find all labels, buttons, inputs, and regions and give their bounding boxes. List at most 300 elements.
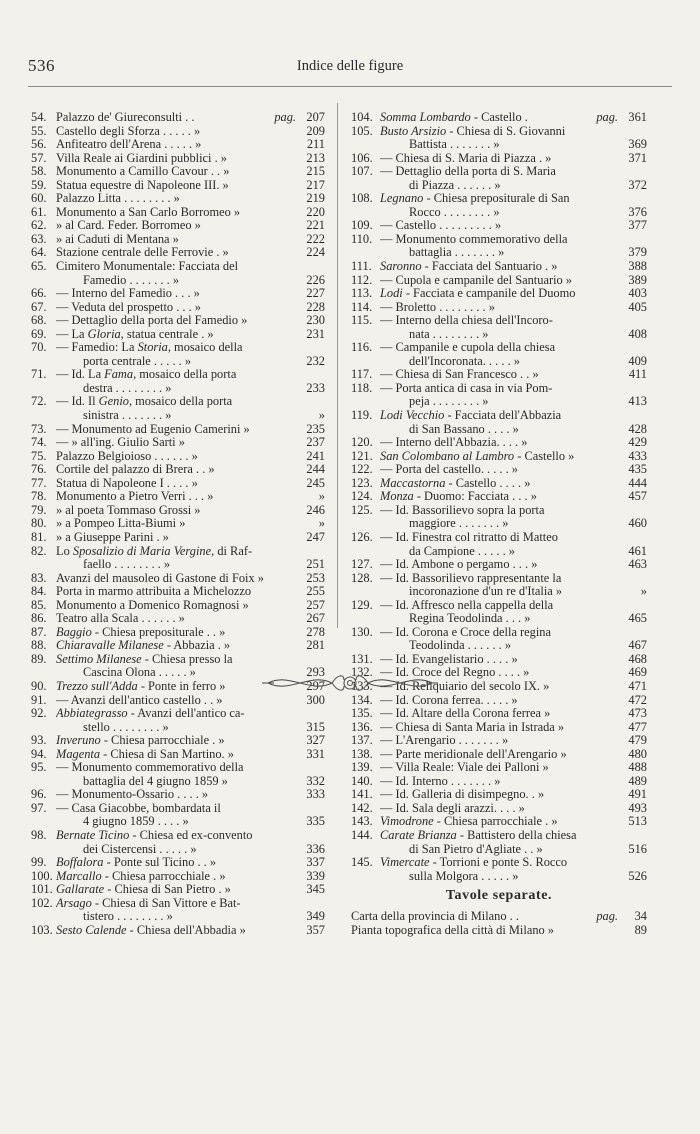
- index-entry: [31, 856, 325, 870]
- entry-page: 233: [306, 380, 325, 395]
- entry-number: 72.: [31, 394, 47, 409]
- entry-title: — Chiesa di S. Maria di Piazza . »: [380, 151, 552, 165]
- index-entry: [31, 517, 325, 531]
- index-entry: [31, 490, 325, 504]
- entry-number: 77.: [31, 475, 47, 490]
- index-entry: [31, 477, 325, 491]
- entry-page: »: [318, 489, 325, 504]
- entry-number: 120.: [351, 435, 373, 450]
- entry-title: — Monumento commemorativo della: [380, 232, 568, 246]
- entry-page: 471: [628, 678, 647, 693]
- entry-number: 140.: [351, 773, 373, 788]
- entry-number: 75.: [31, 448, 47, 463]
- entry-page: 413: [628, 394, 647, 409]
- entry-page: 281: [306, 638, 325, 653]
- entry-page: 493: [628, 800, 647, 815]
- entry-number: 121.: [351, 448, 373, 463]
- entry-number: 94.: [31, 746, 47, 761]
- entry-number: 119.: [351, 408, 373, 423]
- entry-page: 293: [306, 665, 325, 680]
- entry-page: 315: [306, 719, 325, 734]
- entry-title: nata . . . . . . . . »: [409, 327, 489, 341]
- index-entry: [31, 748, 325, 762]
- entry-title: Legnano - Chiesa prepositurale di San: [380, 192, 570, 206]
- entry-title: Statua equestre di Napoleone III. »: [56, 178, 229, 192]
- entry-title: — Villa Reale: Viale dei Palloni »: [380, 761, 549, 775]
- entry-title: — Id. Corona e Croce della regina: [380, 625, 551, 639]
- index-entry: [31, 328, 325, 342]
- entry-title: — Campanile e cupola della chiesa: [380, 341, 556, 355]
- entry-number: 135.: [351, 706, 373, 721]
- entry-page: 405: [628, 299, 647, 314]
- entry-title: porta centrale . . . . . »: [83, 354, 192, 368]
- entry-title: Teatro alla Scala . . . . . . »: [56, 612, 185, 626]
- entry-page: 411: [628, 367, 647, 382]
- index-entry: [351, 450, 647, 464]
- entry-number: 59.: [31, 177, 47, 192]
- entry-page: 379: [628, 245, 647, 260]
- entry-title: incoronazione d'un re d'Italia »: [409, 585, 563, 599]
- entry-number: 97.: [31, 800, 47, 815]
- entry-number: 70.: [31, 340, 47, 355]
- index-entry: [351, 504, 647, 531]
- entry-title: San Colombano al Lambro - Castello »: [380, 449, 575, 463]
- entry-page: 513: [628, 814, 647, 829]
- index-entry: [351, 382, 647, 409]
- entry-number: 60.: [31, 191, 47, 206]
- entry-number: 124.: [351, 489, 373, 504]
- entry-number: 64.: [31, 245, 47, 260]
- entry-title: — Chiesa di Santa Maria in Istrada »: [380, 720, 565, 734]
- entry-number: 95.: [31, 760, 47, 775]
- entry-number: 90.: [31, 678, 47, 693]
- entry-title: » a Giuseppe Parini . »: [56, 530, 169, 544]
- entry-title: Marcallo - Chiesa parrocchiale . »: [56, 869, 226, 883]
- entry-number: 127.: [351, 557, 373, 572]
- index-entry: [31, 341, 325, 368]
- page-number: 536: [28, 56, 55, 75]
- entry-page: 472: [628, 692, 647, 707]
- index-entry: [351, 490, 647, 504]
- entry-page: 257: [306, 597, 325, 612]
- entry-title: — Id. Bassorilievo rappresentante la: [380, 571, 562, 585]
- entry-number: 138.: [351, 746, 373, 761]
- entry-number: 123.: [351, 475, 373, 490]
- index-entry: [31, 165, 325, 179]
- index-entry: [31, 111, 325, 125]
- index-entry: [351, 775, 647, 789]
- entry-title: — Id. Reliquiario del secolo IX. »: [380, 679, 550, 693]
- entry-number: 128.: [351, 570, 373, 585]
- index-entry: [351, 802, 647, 816]
- index-entry: [351, 761, 647, 775]
- entry-title: — Id. Evangelistario . . . . »: [380, 652, 518, 666]
- ornament-flourish: [260, 665, 440, 698]
- entry-title: maggiore . . . . . . . »: [409, 517, 509, 531]
- entry-number: 100.: [31, 868, 53, 883]
- index-entry: [31, 639, 325, 653]
- entry-number: 133.: [351, 678, 373, 693]
- entry-page: 232: [306, 353, 325, 368]
- entry-title: Monza - Duomo: Facciata . . . »: [380, 490, 537, 504]
- entry-page: 489: [628, 773, 647, 788]
- entry-page: 408: [628, 326, 647, 341]
- entry-number: 84.: [31, 584, 47, 599]
- entry-title: sinistra . . . . . . . »: [83, 409, 172, 423]
- entry-page: 361: [628, 110, 647, 124]
- entry-title: Villa Reale ai Giardini pubblici . »: [56, 151, 227, 165]
- index-entry: [31, 368, 325, 395]
- entry-page: 244: [306, 462, 325, 477]
- entry-title: 4 giugno 1859 . . . . »: [83, 815, 189, 829]
- entry-page: 409: [628, 353, 647, 368]
- entry-page: »: [318, 516, 325, 531]
- entry-title: — Porta antica di casa in via Pom-: [380, 381, 553, 395]
- index-entry: [351, 599, 647, 626]
- entry-title: Lo Sposalizio di Maria Vergine, di Raf-: [56, 544, 253, 558]
- entry-page: 333: [306, 787, 325, 802]
- index-entry: [31, 572, 325, 586]
- entry-page: 376: [628, 204, 647, 219]
- entry-number: 139.: [351, 760, 373, 775]
- entry-number: 142.: [351, 800, 373, 815]
- entry-number: 92.: [31, 706, 47, 721]
- index-entry: [31, 287, 325, 301]
- index-entry: [31, 761, 325, 788]
- entry-title: — Veduta del prospetto . . . »: [56, 300, 201, 314]
- entry-page: 235: [306, 421, 325, 436]
- entry-title: — Interno della chiesa dell'Incoro-: [380, 314, 553, 328]
- entry-number: 55.: [31, 123, 47, 138]
- entry-number: 134.: [351, 692, 373, 707]
- entry-number: 102.: [31, 895, 53, 910]
- index-entry: [351, 734, 647, 748]
- index-column-right: [351, 111, 647, 938]
- entry-page: 433: [628, 448, 647, 463]
- index-entry: [351, 477, 647, 491]
- index-entry: [351, 409, 647, 436]
- index-entry: [351, 233, 647, 260]
- entry-number: 88.: [31, 638, 47, 653]
- entry-number: 93.: [31, 733, 47, 748]
- entry-title: Vimodrone - Chiesa parrocchiale . »: [380, 815, 558, 829]
- entry-title: — Parte meridionale dell'Arengario »: [380, 747, 567, 761]
- entry-page: 473: [628, 706, 647, 721]
- entry-title: Statua di Napoleone I . . . . »: [56, 476, 198, 490]
- entry-title: » al Card. Feder. Borromeo »: [56, 219, 201, 233]
- index-entry: [31, 246, 325, 260]
- entry-title: Maccastorna - Castello . . . . »: [380, 476, 531, 490]
- entry-page: 331: [306, 746, 325, 761]
- entry-number: 129.: [351, 597, 373, 612]
- entry-page: 209: [306, 123, 325, 138]
- entry-title: — Monumento ad Eugenio Camerini »: [56, 422, 250, 436]
- entry-title: destra . . . . . . . . »: [83, 381, 172, 395]
- entry-title: Chiaravalle Milanese - Abbazia . »: [56, 639, 231, 653]
- entry-page: 227: [306, 286, 325, 301]
- entry-title: Palazzo Belgioioso . . . . . . »: [56, 449, 198, 463]
- entry-page: 372: [628, 177, 647, 192]
- index-entry: [31, 152, 325, 166]
- entry-page: 267: [306, 611, 325, 626]
- index-entry: [31, 545, 325, 572]
- entry-title: Battista . . . . . . . »: [409, 138, 500, 152]
- entry-title: stello . . . . . . . . »: [83, 720, 169, 734]
- entry-title: tistero . . . . . . . . »: [83, 910, 173, 924]
- index-entry: [351, 152, 647, 166]
- entry-page: 337: [306, 855, 325, 870]
- index-entry: [351, 314, 647, 341]
- entry-page: 253: [306, 570, 325, 585]
- entry-number: 144.: [351, 827, 373, 842]
- entry-title: Palazzo Litta . . . . . . . . »: [56, 192, 180, 206]
- entry-page: 217: [306, 177, 325, 192]
- index-entry: [351, 165, 647, 192]
- entry-number: 66.: [31, 286, 47, 301]
- index-entry: [351, 815, 647, 829]
- entry-number: 96.: [31, 787, 47, 802]
- entry-page: 300: [306, 692, 325, 707]
- entry-title: da Campione . . . . . »: [409, 544, 515, 558]
- entry-title: Palazzo de' Giureconsulti . .: [56, 111, 195, 124]
- index-entry: [31, 219, 325, 233]
- entry-number: 118.: [351, 380, 373, 395]
- index-entry: [31, 179, 325, 193]
- index-entry: [351, 125, 647, 152]
- index-entry: [351, 653, 647, 667]
- entry-number: 101.: [31, 882, 53, 897]
- page-abbrev: pag.: [596, 909, 618, 924]
- entry-page: 428: [628, 421, 647, 436]
- index-entry: [31, 626, 325, 640]
- index-entry: [351, 436, 647, 450]
- entry-title: Rocco . . . . . . . . »: [409, 205, 500, 219]
- entry-page: 335: [306, 814, 325, 829]
- entry-title: di Piazza . . . . . . »: [409, 178, 501, 192]
- entry-title: battaglia del 4 giugno 1859 »: [83, 774, 228, 788]
- entry-title: Sesto Calende - Chiesa dell'Abbadia »: [56, 923, 246, 937]
- entry-title: Saronno - Facciata del Santuario . »: [380, 260, 558, 274]
- entry-title: — Cupola e campanile del Santuario »: [380, 273, 573, 287]
- index-entry: [351, 829, 647, 856]
- entry-page: 336: [306, 841, 325, 856]
- entry-page: 247: [306, 529, 325, 544]
- entry-title: Arsago - Chiesa di San Vittore e Bat-: [56, 896, 241, 910]
- entry-page: 526: [628, 868, 647, 883]
- entry-title: Cortile del palazzo di Brera . . »: [56, 463, 215, 477]
- entry-page: 219: [306, 191, 325, 206]
- plate-entry: [351, 924, 647, 938]
- index-entry: [351, 368, 647, 382]
- entry-number: 80.: [31, 516, 47, 531]
- entry-page: 327: [306, 733, 325, 748]
- index-entry: [351, 219, 647, 233]
- index-entry: [31, 802, 325, 829]
- index-entry: [31, 612, 325, 626]
- entry-number: 99.: [31, 855, 47, 870]
- entry-page: 213: [306, 150, 325, 165]
- entry-title: dell'Incoronata. . . . . »: [409, 354, 520, 368]
- entry-title: — Interno del Famedio . . . »: [56, 287, 200, 301]
- entry-number: 58.: [31, 164, 47, 179]
- entry-page: 516: [628, 841, 647, 856]
- index-entry: [31, 870, 325, 884]
- entry-title: peja . . . . . . . . »: [409, 395, 489, 409]
- index-entry: [31, 314, 325, 328]
- entry-title: — Chiesa di San Francesco . . »: [380, 368, 539, 382]
- entry-number: 76.: [31, 462, 47, 477]
- entry-page: 224: [306, 245, 325, 260]
- entry-page: 435: [628, 462, 647, 477]
- entry-title: Boffalora - Ponte sul Ticino . . »: [56, 856, 217, 870]
- entry-page: 237: [306, 435, 325, 450]
- entry-title: — Id. Ambone o pergamo . . . »: [380, 558, 538, 572]
- entry-number: 78.: [31, 489, 47, 504]
- entry-number: 83.: [31, 570, 47, 585]
- entry-title: — Dettaglio della porta del Famedio »: [56, 314, 248, 328]
- entry-page: 369: [628, 137, 647, 152]
- page-header: [28, 56, 672, 82]
- entry-page: 297: [306, 678, 325, 693]
- entry-number: 67.: [31, 299, 47, 314]
- entry-number: 61.: [31, 204, 47, 219]
- plates-section-title: Tavole separate.: [445, 888, 553, 904]
- entry-title: Monumento a Domenico Romagnosi »: [56, 598, 249, 612]
- entry-number: 125.: [351, 502, 373, 517]
- entry-title: — L'Arengario . . . . . . . »: [380, 734, 509, 748]
- entry-number: 122.: [351, 462, 373, 477]
- entry-title: — Id. Il Genio, mosaico della porta: [56, 395, 233, 409]
- entry-page: 345: [306, 882, 325, 897]
- index-entry: [31, 463, 325, 477]
- entry-page: 480: [628, 746, 647, 761]
- index-entry: [351, 707, 647, 721]
- index-entry: [351, 531, 647, 558]
- index-entry: [351, 572, 647, 599]
- index-entry: [31, 450, 325, 464]
- index-entry: [31, 301, 325, 315]
- entry-number: 105.: [351, 123, 373, 138]
- index-entry: [31, 260, 325, 287]
- entry-title: — Castello . . . . . . . . . »: [380, 219, 502, 233]
- entry-number: 68.: [31, 313, 47, 328]
- entry-number: 91.: [31, 692, 47, 707]
- entry-number: 136.: [351, 719, 373, 734]
- index-entry: [31, 395, 325, 422]
- index-entry: [351, 341, 647, 368]
- index-entry: [31, 233, 325, 247]
- page-abbrev: pag.: [596, 110, 618, 124]
- entry-page: 429: [628, 435, 647, 450]
- entry-title: — Famedio: La Storia, mosaico della: [56, 341, 243, 355]
- entry-page: 222: [306, 231, 325, 246]
- entry-number: 54.: [31, 110, 47, 124]
- entry-page: 467: [628, 638, 647, 653]
- entry-title: — Id. Interno . . . . . . . »: [380, 774, 501, 788]
- running-title: Indice delle figure: [296, 58, 404, 74]
- entry-number: 85.: [31, 597, 47, 612]
- entry-title: » ai Caduti di Mentana »: [56, 232, 179, 246]
- entry-title: Abbiategrasso - Avanzi dell'antico ca-: [56, 707, 245, 721]
- entry-number: 56.: [31, 137, 47, 152]
- entry-number: 115.: [351, 313, 373, 328]
- entry-page: 211: [306, 137, 325, 152]
- entry-number: 81.: [31, 529, 47, 544]
- entry-title: Vimercate - Torrioni e ponte S. Rocco: [380, 856, 568, 870]
- entry-number: 126.: [351, 529, 373, 544]
- plate-entry: [351, 910, 647, 924]
- entry-page: 460: [628, 516, 647, 531]
- entry-number: 131.: [351, 651, 373, 666]
- plate-page: 89: [634, 923, 647, 938]
- entry-page: 332: [306, 773, 325, 788]
- entry-page: 231: [306, 326, 325, 341]
- index-entry: [31, 531, 325, 545]
- entry-page: 465: [628, 611, 647, 626]
- entry-title: — Id. Galleria di disimpegno. . »: [380, 788, 545, 802]
- index-entry: [351, 192, 647, 219]
- entry-number: 57.: [31, 150, 47, 165]
- entry-title: Cimitero Monumentale: Facciata del: [56, 260, 239, 274]
- index-column-left: [31, 111, 325, 937]
- entry-title: — La Gloria, statua centrale . »: [56, 327, 214, 341]
- index-entry: [31, 599, 325, 613]
- index-entry: [31, 897, 325, 924]
- index-entry: [351, 301, 647, 315]
- entry-page: 230: [306, 313, 325, 328]
- entry-page: 491: [628, 787, 647, 802]
- index-entry: [351, 287, 647, 301]
- entry-title: Famedio . . . . . . . »: [83, 273, 180, 287]
- index-entry: [31, 125, 325, 139]
- entry-page: 251: [306, 557, 325, 572]
- index-entry: [351, 788, 647, 802]
- entry-number: 74.: [31, 435, 47, 450]
- entry-page: 278: [306, 624, 325, 639]
- entry-number: 113.: [351, 286, 373, 301]
- entry-number: 116.: [351, 340, 373, 355]
- entry-number: 82.: [31, 543, 47, 558]
- plate-title: Carta della provincia di Milano . .: [351, 910, 519, 924]
- index-entry: [31, 883, 325, 897]
- index-entry: [31, 504, 325, 518]
- entry-title: — » all'ing. Giulio Sarti »: [56, 436, 185, 450]
- entry-number: 104.: [351, 110, 373, 124]
- entry-page: 444: [628, 475, 647, 490]
- entry-title: — Avanzi dell'antico castello . . »: [56, 693, 223, 707]
- entry-title: Stazione centrale delle Ferrovie . »: [56, 246, 229, 260]
- index-entry: [31, 585, 325, 599]
- entry-page: 468: [628, 651, 647, 666]
- entry-number: 106.: [351, 150, 373, 165]
- index-entry: [31, 436, 325, 450]
- entry-number: 69.: [31, 326, 47, 341]
- entry-title: — Id. Finestra col ritratto di Matteo: [380, 530, 558, 544]
- entry-number: 73.: [31, 421, 47, 436]
- entry-page: 221: [306, 218, 325, 233]
- entry-title: Monumento a San Carlo Borromeo »: [56, 205, 241, 219]
- entry-title: dei Cistercensi . . . . . »: [83, 842, 197, 856]
- index-entry: [351, 558, 647, 572]
- entry-title: — Monumento-Ossario . . . . »: [56, 788, 209, 802]
- entry-title: Lodi Vecchio - Facciata dell'Abbazia: [380, 409, 562, 423]
- entry-title: Trezzo sull'Adda - Ponte in ferro »: [56, 679, 226, 693]
- entry-page: 461: [628, 543, 647, 558]
- entry-title: Settimo Milanese - Chiesa presso la: [56, 652, 233, 666]
- entry-number: 87.: [31, 624, 47, 639]
- index-entry: [31, 734, 325, 748]
- entry-number: 65.: [31, 259, 47, 274]
